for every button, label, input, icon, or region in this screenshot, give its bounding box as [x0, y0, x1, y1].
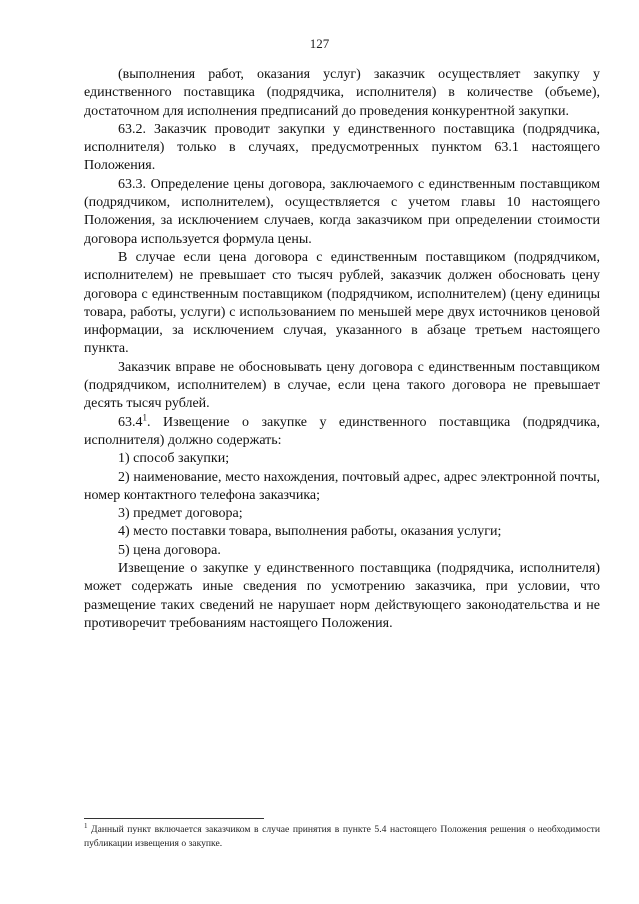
paragraph-closing: Извещение о закупке у единственного поставщика (подрядчика, исполнителя) может содержать иные сведения по усмотрению заказчика, при условии, что размещение таких сведений не нарушает норм действующего законодательства и не противоречит требованиям настоящего Положения.: [84, 561, 600, 631]
paragraph-no-justification: Заказчик вправе не обосновывать цену договора с единственным поставщиком (подрядчиком, исполнителем) в случае, если цена такого договора не превышает десять тысяч рублей.: [84, 359, 600, 412]
paragraph-price-justification: В случае если цена договора с единственным поставщиком (подрядчиком, исполнителем) не превышает сто тысяч рублей, заказчик должен обосновать цену договора с единственным поставщиком (подрядчиком, исполнителем) (цену единицы товара, работы, услуги) с использованием по меньшей мере двух источников ценовой информации, за исключением случая, указанного в абзаце третьем настоящего пункта.: [84, 249, 600, 357]
list-item-method: 1) способ закупки;: [118, 451, 230, 467]
list-item-price: 5) цена договора.: [118, 542, 221, 558]
paragraph-63-4: [84, 411, 600, 451]
paragraph-63-2: 63.2. Заказчик проводит закупки у единственного поставщика (подрядчика, исполнителя) только в случаях, предусмотренных пунктом 63.1 настоящего Положения.: [84, 121, 600, 174]
item-number: 63.4: [118, 414, 143, 430]
footnote-separator: [84, 818, 264, 819]
footnote-reference: 1: [142, 411, 147, 422]
list-item-subject: 3) предмет договора;: [118, 506, 243, 522]
paragraph-continuation: (выполнения работ, оказания услуг) заказчик осуществляет закупку у единственного поставщика (подрядчика, исполнителя) в количестве (объеме), достаточном для исполнения предписаний до проведения конкурентной закупки.: [84, 67, 600, 119]
item-text: . Извещение о закупке у единственного поставщика (подрядчика, исполнителя) должно содержать:: [84, 414, 600, 448]
document-body: [84, 66, 600, 633]
page-number: 127: [309, 36, 330, 51]
list-item-delivery-place: 4) место поставки товара, выполнения работы, оказания услуги;: [118, 524, 502, 540]
footnote-mark: 1: [84, 821, 88, 830]
footnote-text: Данный пункт включается заказчиком в случае принятия в пункте 5.4 настоящего Положения решения о необходимости публикации извещения о закупке.: [84, 824, 600, 849]
paragraph-63-3: 63.3. Определение цены договора, заключаемого с единственным поставщиком (подрядчиком, исполнителем), осуществляется с учетом главы 10 настоящего Положения, за исключением случаев, когда заказчиком при определении стоимости договора используется формула цены.: [84, 176, 600, 247]
list-item-customer-details: 2) наименование, место нахождения, почтовый адрес, адрес электронной почты, номер контактного телефона заказчика;: [84, 469, 600, 503]
footnote: [84, 823, 600, 850]
